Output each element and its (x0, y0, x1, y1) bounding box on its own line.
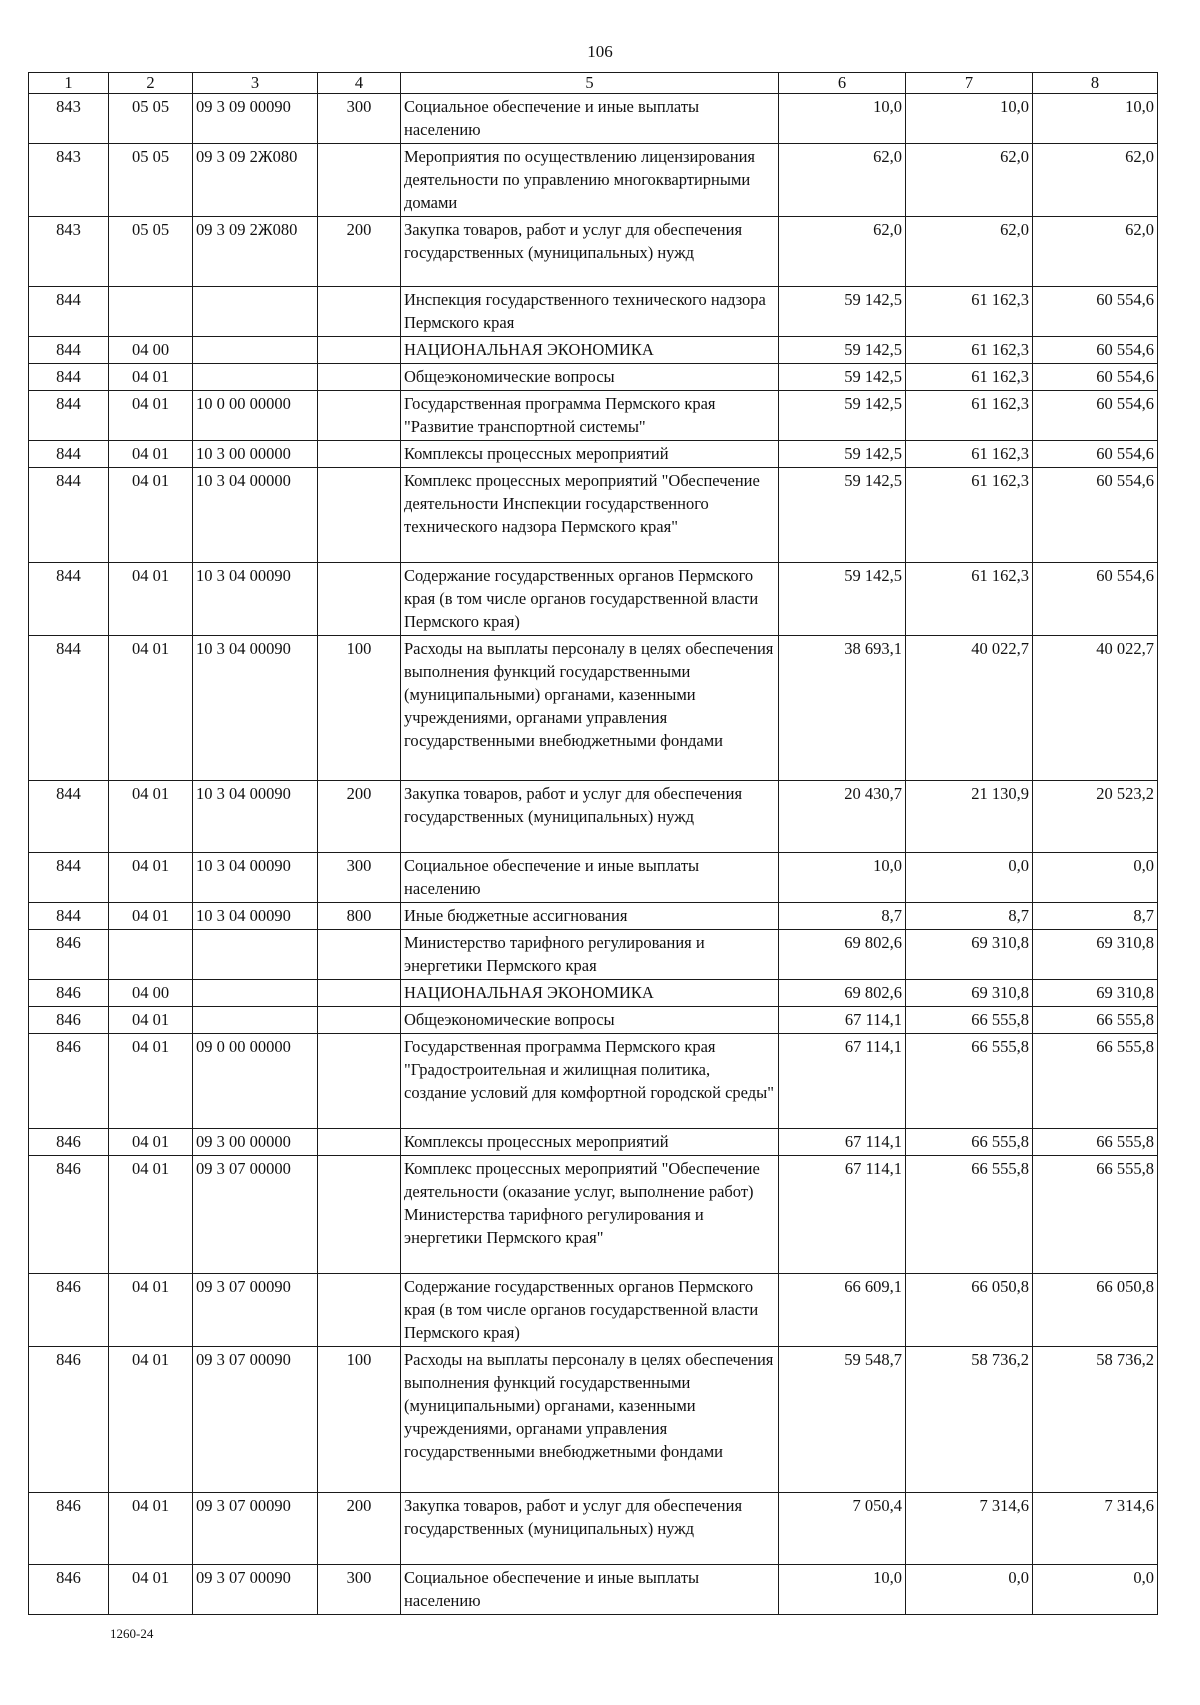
cell-name: Расходы на выплаты персоналу в целях обеспечения выполнения функций государственными (муниципальными) органами, казенными учреждениями, органами управления государственными внебюджетными фондами (401, 1347, 779, 1493)
cell-admin-code: 844 (29, 903, 109, 930)
cell-admin-code: 844 (29, 364, 109, 391)
cell-section-code: 04 00 (109, 980, 193, 1007)
cell-amount-year3: 10,0 (1033, 94, 1158, 144)
cell-amount-year2: 0,0 (906, 853, 1033, 903)
table-row (29, 903, 1158, 930)
table-row (29, 217, 1158, 287)
table-row (29, 1129, 1158, 1156)
cell-amount-year1: 67 114,1 (779, 1034, 906, 1129)
table-row (29, 144, 1158, 217)
cell-amount-year3: 60 554,6 (1033, 468, 1158, 563)
cell-amount-year1: 20 430,7 (779, 781, 906, 853)
cell-name: Комплекс процессных мероприятий "Обеспечение деятельности Инспекции государственного технического надзора Пермского края" (401, 468, 779, 563)
cell-article-code: 10 3 04 00090 (193, 903, 318, 930)
table-row (29, 94, 1158, 144)
table-row (29, 1156, 1158, 1274)
cell-amount-year2: 69 310,8 (906, 930, 1033, 980)
cell-amount-year1: 69 802,6 (779, 980, 906, 1007)
cell-amount-year2: 58 736,2 (906, 1347, 1033, 1493)
cell-admin-code: 844 (29, 468, 109, 563)
cell-expense-type (318, 930, 401, 980)
cell-expense-type (318, 980, 401, 1007)
cell-section-code: 04 01 (109, 364, 193, 391)
cell-admin-code: 846 (29, 980, 109, 1007)
table-row (29, 364, 1158, 391)
cell-amount-year3: 66 555,8 (1033, 1034, 1158, 1129)
cell-admin-code: 844 (29, 441, 109, 468)
cell-admin-code: 843 (29, 217, 109, 287)
cell-amount-year2: 0,0 (906, 1565, 1033, 1615)
cell-expense-type: 100 (318, 1347, 401, 1493)
cell-amount-year3: 58 736,2 (1033, 1347, 1158, 1493)
cell-section-code: 05 05 (109, 217, 193, 287)
cell-name: Общеэкономические вопросы (401, 1007, 779, 1034)
cell-amount-year2: 10,0 (906, 94, 1033, 144)
cell-amount-year2: 61 162,3 (906, 468, 1033, 563)
cell-amount-year2: 61 162,3 (906, 337, 1033, 364)
cell-expense-type: 300 (318, 94, 401, 144)
cell-name: Закупка товаров, работ и услуг для обеспечения государственных (муниципальных) нужд (401, 781, 779, 853)
cell-expense-type: 200 (318, 1493, 401, 1565)
table-row (29, 1565, 1158, 1615)
cell-amount-year3: 69 310,8 (1033, 930, 1158, 980)
cell-article-code: 09 3 07 00090 (193, 1565, 318, 1615)
cell-section-code: 04 01 (109, 1347, 193, 1493)
cell-name: Закупка товаров, работ и услуг для обеспечения государственных (муниципальных) нужд (401, 217, 779, 287)
cell-article-code: 09 3 09 2Ж080 (193, 217, 318, 287)
cell-section-code: 04 00 (109, 337, 193, 364)
cell-amount-year1: 62,0 (779, 144, 906, 217)
cell-amount-year3: 60 554,6 (1033, 287, 1158, 337)
cell-admin-code: 846 (29, 1129, 109, 1156)
cell-admin-code: 846 (29, 1156, 109, 1274)
cell-amount-year1: 59 142,5 (779, 364, 906, 391)
cell-article-code (193, 930, 318, 980)
cell-admin-code: 846 (29, 1493, 109, 1565)
column-header: 8 (1033, 73, 1158, 94)
cell-article-code: 09 3 07 00090 (193, 1347, 318, 1493)
cell-article-code: 09 3 07 00090 (193, 1493, 318, 1565)
cell-section-code (109, 287, 193, 337)
cell-name: Социальное обеспечение и иные выплаты населению (401, 94, 779, 144)
table-row (29, 636, 1158, 781)
cell-amount-year1: 59 142,5 (779, 563, 906, 636)
cell-expense-type: 200 (318, 217, 401, 287)
cell-article-code: 10 3 00 00000 (193, 441, 318, 468)
cell-expense-type (318, 1274, 401, 1347)
cell-name: Содержание государственных органов Пермского края (в том числе органов государственной власти Пермского края) (401, 563, 779, 636)
document-code: 1260-24 (110, 1626, 154, 1641)
cell-admin-code: 843 (29, 144, 109, 217)
cell-section-code: 04 01 (109, 1565, 193, 1615)
cell-article-code: 10 3 04 00090 (193, 563, 318, 636)
cell-amount-year1: 59 142,5 (779, 468, 906, 563)
column-header: 3 (193, 73, 318, 94)
column-header: 5 (401, 73, 779, 94)
cell-amount-year1: 38 693,1 (779, 636, 906, 781)
cell-amount-year2: 40 022,7 (906, 636, 1033, 781)
cell-expense-type (318, 1129, 401, 1156)
cell-amount-year3: 0,0 (1033, 1565, 1158, 1615)
cell-amount-year1: 7 050,4 (779, 1493, 906, 1565)
cell-article-code (193, 364, 318, 391)
cell-article-code: 09 3 07 00090 (193, 1274, 318, 1347)
cell-amount-year3: 66 050,8 (1033, 1274, 1158, 1347)
cell-article-code: 10 3 04 00000 (193, 468, 318, 563)
column-header: 2 (109, 73, 193, 94)
cell-admin-code: 846 (29, 1007, 109, 1034)
cell-section-code: 04 01 (109, 1007, 193, 1034)
cell-amount-year3: 20 523,2 (1033, 781, 1158, 853)
cell-amount-year3: 66 555,8 (1033, 1007, 1158, 1034)
cell-admin-code: 843 (29, 94, 109, 144)
cell-expense-type: 300 (318, 853, 401, 903)
cell-admin-code: 844 (29, 781, 109, 853)
cell-amount-year3: 62,0 (1033, 144, 1158, 217)
cell-name: Социальное обеспечение и иные выплаты населению (401, 1565, 779, 1615)
column-header: 1 (29, 73, 109, 94)
table-row (29, 468, 1158, 563)
cell-expense-type (318, 287, 401, 337)
cell-amount-year1: 59 142,5 (779, 441, 906, 468)
cell-admin-code: 844 (29, 337, 109, 364)
cell-section-code: 04 01 (109, 563, 193, 636)
cell-name: Комплексы процессных мероприятий (401, 1129, 779, 1156)
table-row (29, 391, 1158, 441)
cell-expense-type (318, 144, 401, 217)
budget-table (28, 72, 1158, 1615)
table-row (29, 287, 1158, 337)
column-header: 7 (906, 73, 1033, 94)
cell-amount-year1: 8,7 (779, 903, 906, 930)
cell-article-code: 09 3 09 00090 (193, 94, 318, 144)
cell-amount-year1: 10,0 (779, 1565, 906, 1615)
cell-expense-type (318, 1034, 401, 1129)
cell-admin-code: 846 (29, 1274, 109, 1347)
cell-section-code: 04 01 (109, 903, 193, 930)
cell-expense-type (318, 337, 401, 364)
cell-article-code: 09 0 00 00000 (193, 1034, 318, 1129)
cell-section-code: 05 05 (109, 144, 193, 217)
cell-amount-year1: 69 802,6 (779, 930, 906, 980)
cell-expense-type (318, 391, 401, 441)
cell-amount-year1: 59 142,5 (779, 287, 906, 337)
cell-article-code (193, 287, 318, 337)
cell-name: Закупка товаров, работ и услуг для обеспечения государственных (муниципальных) нужд (401, 1493, 779, 1565)
cell-article-code: 10 3 04 00090 (193, 781, 318, 853)
column-header: 6 (779, 73, 906, 94)
table-row (29, 1347, 1158, 1493)
cell-amount-year1: 66 609,1 (779, 1274, 906, 1347)
cell-article-code: 09 3 00 00000 (193, 1129, 318, 1156)
cell-admin-code: 846 (29, 1034, 109, 1129)
table-row (29, 1007, 1158, 1034)
cell-admin-code: 844 (29, 287, 109, 337)
cell-amount-year2: 61 162,3 (906, 391, 1033, 441)
cell-name: Общеэкономические вопросы (401, 364, 779, 391)
cell-amount-year1: 62,0 (779, 217, 906, 287)
cell-amount-year3: 40 022,7 (1033, 636, 1158, 781)
cell-section-code: 04 01 (109, 636, 193, 781)
cell-article-code: 09 3 07 00000 (193, 1156, 318, 1274)
cell-amount-year2: 66 555,8 (906, 1156, 1033, 1274)
cell-amount-year2: 62,0 (906, 144, 1033, 217)
cell-amount-year3: 60 554,6 (1033, 441, 1158, 468)
cell-article-code: 10 0 00 00000 (193, 391, 318, 441)
cell-section-code: 04 01 (109, 853, 193, 903)
cell-section-code: 04 01 (109, 1493, 193, 1565)
cell-name: Расходы на выплаты персоналу в целях обеспечения выполнения функций государственными (муниципальными) органами, казенными учреждениями, органами управления государственными внебюджетными фондами (401, 636, 779, 781)
cell-expense-type (318, 1007, 401, 1034)
cell-amount-year2: 61 162,3 (906, 287, 1033, 337)
cell-name: Иные бюджетные ассигнования (401, 903, 779, 930)
cell-amount-year1: 59 142,5 (779, 391, 906, 441)
cell-amount-year2: 61 162,3 (906, 441, 1033, 468)
cell-name: Содержание государственных органов Пермского края (в том числе органов государственной власти Пермского края) (401, 1274, 779, 1347)
cell-amount-year3: 8,7 (1033, 903, 1158, 930)
cell-expense-type (318, 441, 401, 468)
cell-expense-type: 200 (318, 781, 401, 853)
cell-section-code (109, 930, 193, 980)
cell-amount-year1: 10,0 (779, 853, 906, 903)
cell-amount-year1: 59 142,5 (779, 337, 906, 364)
column-header: 4 (318, 73, 401, 94)
cell-amount-year2: 61 162,3 (906, 563, 1033, 636)
cell-admin-code: 844 (29, 636, 109, 781)
cell-amount-year1: 59 548,7 (779, 1347, 906, 1493)
cell-name: НАЦИОНАЛЬНАЯ ЭКОНОМИКА (401, 337, 779, 364)
cell-amount-year3: 60 554,6 (1033, 563, 1158, 636)
cell-admin-code: 844 (29, 563, 109, 636)
cell-amount-year2: 66 555,8 (906, 1007, 1033, 1034)
cell-expense-type: 300 (318, 1565, 401, 1615)
table-row (29, 930, 1158, 980)
cell-amount-year2: 69 310,8 (906, 980, 1033, 1007)
cell-section-code: 04 01 (109, 468, 193, 563)
cell-name: Инспекция государственного технического надзора Пермского края (401, 287, 779, 337)
cell-name: НАЦИОНАЛЬНАЯ ЭКОНОМИКА (401, 980, 779, 1007)
cell-article-code: 10 3 04 00090 (193, 636, 318, 781)
cell-article-code (193, 1007, 318, 1034)
cell-amount-year3: 60 554,6 (1033, 364, 1158, 391)
cell-name: Министерство тарифного регулирования и энергетики Пермского края (401, 930, 779, 980)
cell-amount-year3: 60 554,6 (1033, 391, 1158, 441)
cell-name: Комплекс процессных мероприятий "Обеспечение деятельности (оказание услуг, выполнение работ) Министерства тарифного регулирования и энергетики Пермского края" (401, 1156, 779, 1274)
cell-amount-year3: 66 555,8 (1033, 1129, 1158, 1156)
cell-admin-code: 846 (29, 930, 109, 980)
cell-amount-year1: 67 114,1 (779, 1007, 906, 1034)
cell-amount-year2: 21 130,9 (906, 781, 1033, 853)
table-row (29, 441, 1158, 468)
cell-admin-code: 846 (29, 1565, 109, 1615)
cell-amount-year2: 66 555,8 (906, 1129, 1033, 1156)
cell-name: Государственная программа Пермского края "Развитие транспортной системы" (401, 391, 779, 441)
cell-expense-type: 800 (318, 903, 401, 930)
cell-name: Мероприятия по осуществлению лицензирования деятельности по управлению многоквартирными домами (401, 144, 779, 217)
cell-admin-code: 844 (29, 853, 109, 903)
table-row (29, 337, 1158, 364)
cell-expense-type (318, 364, 401, 391)
cell-amount-year3: 7 314,6 (1033, 1493, 1158, 1565)
cell-amount-year2: 66 555,8 (906, 1034, 1033, 1129)
cell-amount-year2: 7 314,6 (906, 1493, 1033, 1565)
cell-name: Государственная программа Пермского края "Градостроительная и жилищная политика, создание условий для комфортной городской среды" (401, 1034, 779, 1129)
table-row (29, 563, 1158, 636)
cell-amount-year3: 69 310,8 (1033, 980, 1158, 1007)
column-number-row (29, 73, 1158, 94)
cell-section-code: 04 01 (109, 781, 193, 853)
cell-section-code: 04 01 (109, 1129, 193, 1156)
cell-section-code: 04 01 (109, 391, 193, 441)
cell-name: Комплексы процессных мероприятий (401, 441, 779, 468)
cell-article-code (193, 980, 318, 1007)
table-row (29, 1274, 1158, 1347)
cell-section-code: 04 01 (109, 1034, 193, 1129)
cell-amount-year1: 67 114,1 (779, 1129, 906, 1156)
page-number: 106 (587, 42, 613, 61)
cell-expense-type (318, 563, 401, 636)
cell-article-code (193, 337, 318, 364)
cell-section-code: 05 05 (109, 94, 193, 144)
cell-amount-year2: 66 050,8 (906, 1274, 1033, 1347)
cell-section-code: 04 01 (109, 441, 193, 468)
cell-admin-code: 844 (29, 391, 109, 441)
cell-amount-year3: 66 555,8 (1033, 1156, 1158, 1274)
table-row (29, 853, 1158, 903)
cell-amount-year2: 8,7 (906, 903, 1033, 930)
cell-amount-year3: 62,0 (1033, 217, 1158, 287)
table-body (29, 94, 1158, 1615)
cell-amount-year1: 67 114,1 (779, 1156, 906, 1274)
table-row (29, 980, 1158, 1007)
table-row (29, 1493, 1158, 1565)
cell-article-code: 10 3 04 00090 (193, 853, 318, 903)
cell-expense-type (318, 468, 401, 563)
cell-amount-year1: 10,0 (779, 94, 906, 144)
cell-section-code: 04 01 (109, 1274, 193, 1347)
cell-amount-year2: 61 162,3 (906, 364, 1033, 391)
cell-amount-year2: 62,0 (906, 217, 1033, 287)
cell-amount-year3: 0,0 (1033, 853, 1158, 903)
cell-name: Социальное обеспечение и иные выплаты населению (401, 853, 779, 903)
cell-amount-year3: 60 554,6 (1033, 337, 1158, 364)
cell-expense-type (318, 1156, 401, 1274)
cell-article-code: 09 3 09 2Ж080 (193, 144, 318, 217)
table-row (29, 1034, 1158, 1129)
cell-expense-type: 100 (318, 636, 401, 781)
table-row (29, 781, 1158, 853)
cell-section-code: 04 01 (109, 1156, 193, 1274)
cell-admin-code: 846 (29, 1347, 109, 1493)
